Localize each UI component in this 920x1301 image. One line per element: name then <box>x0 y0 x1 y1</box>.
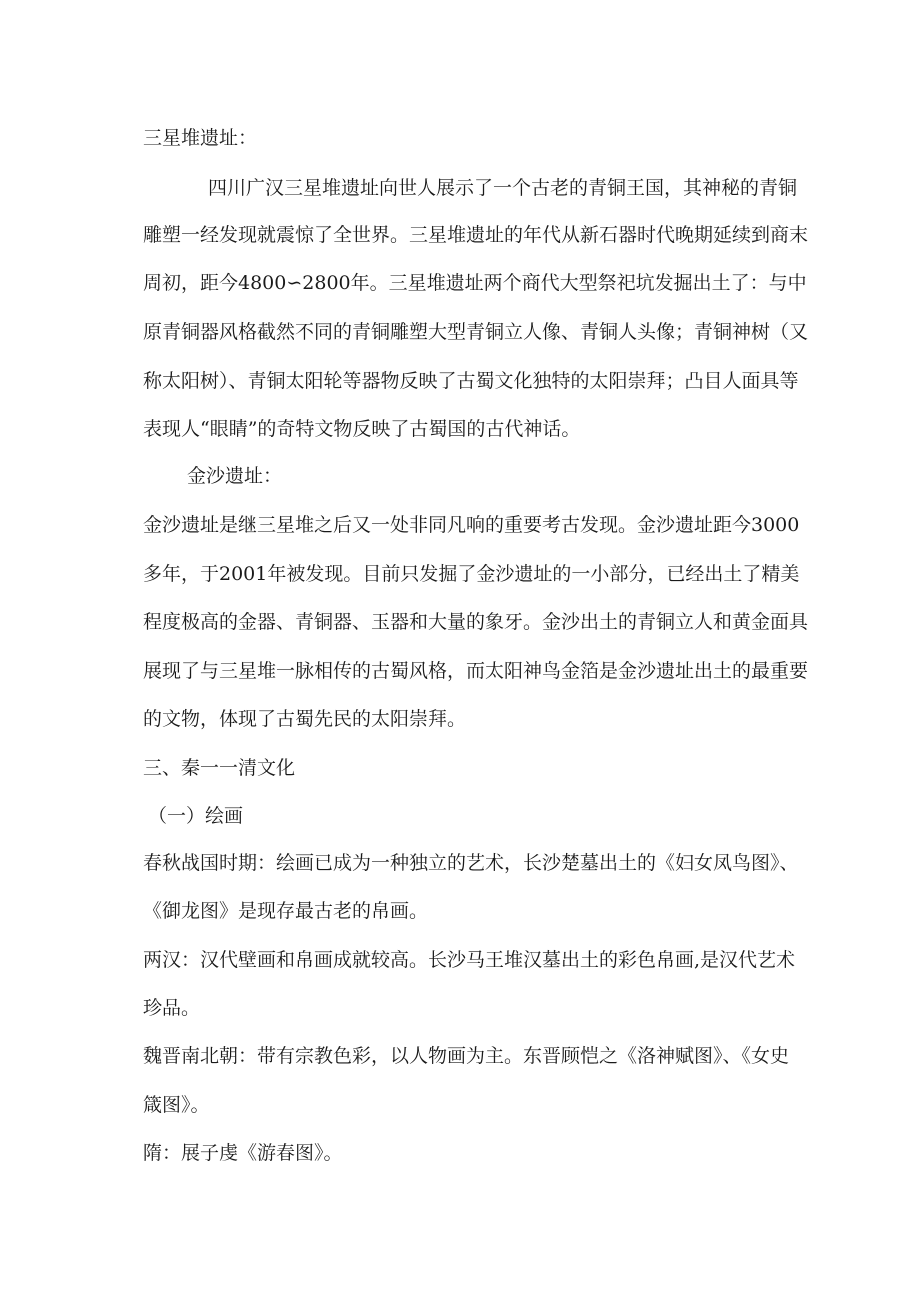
heading-jinsha: 金沙遗址： <box>187 465 283 487</box>
paragraph-line: 《御龙图》是现存最古老的帛画。 <box>143 900 429 922</box>
paragraph-line: 雕塑一经发现就震惊了全世界。三星堆遗址的年代从新石器时代晚期延续到商末 <box>143 224 809 246</box>
paragraph-line: 金沙遗址是继三星堆之后又一处非同凡响的重要考古发现。金沙遗址距今3000 <box>143 514 800 536</box>
paragraph-line: 表现人“眼睛”的奇特文物反映了古蜀国的古代神话。 <box>143 418 581 440</box>
heading-section-3: 三、秦一一清文化 <box>143 757 296 779</box>
paragraph-line: 称太阳树）、青铜太阳轮等器物反映了古蜀文化独特的太阳崇拜；凸目人面具等 <box>143 370 799 392</box>
paragraph-line: 的文物，体现了古蜀先民的太阳崇拜。 <box>143 708 467 730</box>
paragraph-line: 魏晋南北朝：带有宗教色彩，以人物画为主。东晋顾恺之《洛神赋图》、《女史 <box>143 1045 790 1067</box>
paragraph-line: 珍品。 <box>143 997 201 1019</box>
paragraph-line: 多年，于2001年被发现。目前只发掘了金沙遗址的一小部分，已经出土了精美 <box>143 563 800 585</box>
paragraph-sui: 隋：展子虔《游春图》。 <box>143 1142 343 1164</box>
paragraph-line: 周初，距今4800∽2800年。三星堆遗址两个商代大型祭祀坑发掘出土了：与中 <box>143 272 807 294</box>
paragraph-line: 两汉：汉代壁画和帛画成就较高。长沙马王堆汉墓出土的彩色帛画,是汉代艺术 <box>143 949 796 971</box>
paragraph-line: 四川广汉三星堆遗址向世人展示了一个古老的青铜王国，其神秘的青铜 <box>208 177 798 199</box>
paragraph-line: 原青铜器风格截然不同的青铜雕塑大型青铜立人像、青铜人头像；青铜神树（又 <box>143 321 809 343</box>
paragraph-line: 春秋战国时期：绘画已成为一种独立的艺术，长沙楚墓出土的《妇女凤鸟图》、 <box>143 852 799 874</box>
paragraph-line: 程度极高的金器、青铜器、玉器和大量的象牙。金沙出土的青铜立人和黄金面具 <box>143 611 809 633</box>
paragraph-line: 箴图》。 <box>143 1094 210 1116</box>
subheading-painting: （一）绘画 <box>148 805 244 827</box>
heading-sanxingdui: 三星堆遗址： <box>143 127 258 149</box>
paragraph-line: 展现了与三星堆一脉相传的古蜀风格，而太阳神鸟金箔是金沙遗址出土的最重要 <box>143 660 809 682</box>
